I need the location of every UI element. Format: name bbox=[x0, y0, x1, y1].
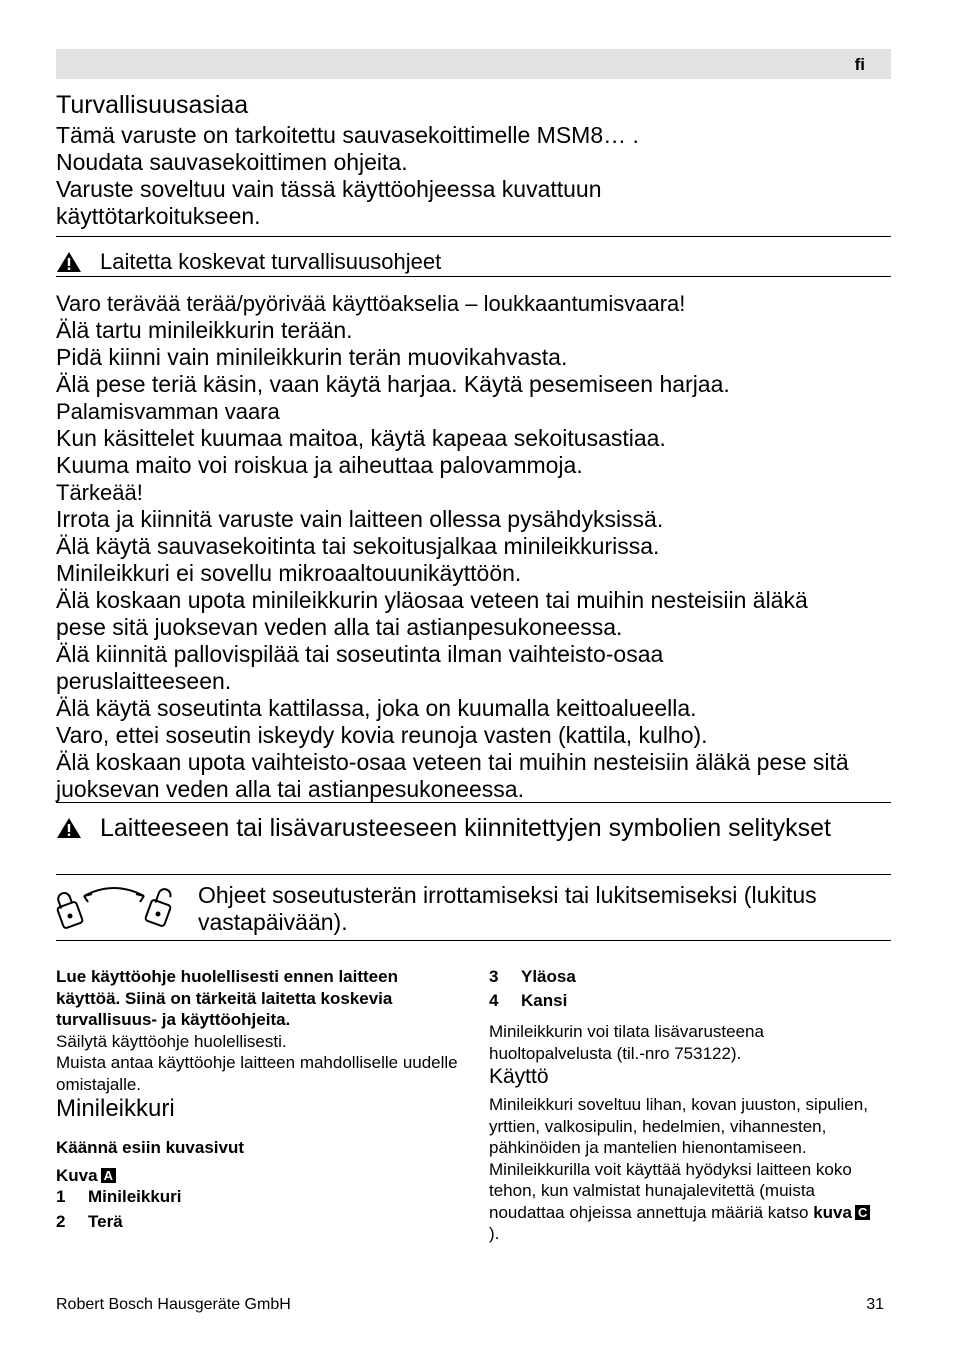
warning-title: Varo terävää terää/pyörivää käyttöakselia – loukkaantumisvaara! bbox=[56, 291, 686, 316]
pass-on-note: Muista antaa käyttöohje laitteen mahdolliselle uudelle omistajalle. bbox=[56, 1053, 458, 1094]
figure-badge: A bbox=[101, 1168, 116, 1183]
item-label: Terä bbox=[88, 1211, 123, 1231]
read-instructions-note: Lue käyttöohje huolellisesti ennen laitteen käyttöä. Siinä on tärkeitä laitetta koskevia turvallisuus- ja käyttöohjeita. bbox=[56, 967, 398, 1029]
section-title: Minileikkuri bbox=[56, 1095, 175, 1122]
item-label: Minileikkuri bbox=[88, 1187, 182, 1206]
header-bar bbox=[56, 49, 891, 79]
usage-end: ). bbox=[489, 1224, 500, 1243]
intro-line: Noudata sauvasekoittimen ohjeita. bbox=[56, 149, 408, 175]
item-number: 3 bbox=[489, 967, 499, 986]
language-code: fi bbox=[854, 55, 865, 74]
warning-line: Älä koskaan upota minileikkurin yläosaa veteen tai muihin nesteisiin äläkä pese sitä juoksevan veden alla tai astianpesukoneessa. bbox=[56, 587, 808, 640]
lock-symbol-description: Ohjeet soseutusterän irrottamiseksi tai lukitsemiseksi (lukitus vastapäivään). bbox=[198, 882, 817, 935]
warning-line: Älä pese teriä käsin, vaan käytä harjaa. Käytä pesemiseen harjaa. bbox=[56, 371, 730, 397]
figure-label bbox=[56, 1165, 460, 1187]
warning-line: Älä käytä soseutinta kattilassa, joka on kuumalla keittoalueella. bbox=[56, 695, 697, 721]
divider bbox=[56, 236, 891, 237]
divider bbox=[56, 874, 891, 875]
symbols-heading bbox=[56, 814, 886, 842]
page-title: Turvallisuusasiaa bbox=[56, 91, 249, 119]
item-label: Kansi bbox=[521, 990, 568, 1010]
item-label: Yläosa bbox=[521, 967, 576, 986]
safety-instructions bbox=[56, 290, 891, 803]
item-number: 1 bbox=[56, 1187, 66, 1206]
parts-list-item bbox=[56, 1186, 460, 1208]
footer-company: Robert Bosch Hausgeräte GmbH bbox=[56, 1296, 291, 1313]
usage-text bbox=[489, 1094, 879, 1245]
parts-list-item bbox=[489, 966, 879, 988]
divider bbox=[56, 802, 891, 803]
warning-line: Älä käytä sauvasekoitinta tai sekoitusjalkaa minileikkurissa. bbox=[56, 533, 660, 559]
lock-unlock-arrow-icon bbox=[56, 882, 174, 934]
divider bbox=[56, 276, 891, 277]
warning-title: Palamisvamman vaara bbox=[56, 399, 280, 424]
warning-title: Tärkeää! bbox=[56, 480, 143, 505]
intro-line: Varuste soveltuu vain tässä käyttöohjeessa kuvattuun käyttötarkoitukseen. bbox=[56, 176, 602, 229]
fold-out-note: Käännä esiin kuvasivut bbox=[56, 1138, 245, 1157]
divider bbox=[56, 940, 891, 941]
parts-list-item bbox=[56, 1211, 460, 1233]
keep-instructions-note: Säilytä käyttöohje huolellisesti. bbox=[56, 1031, 287, 1051]
warning-line: Varo, ettei soseutin iskeydy kovia reunoja vasten (kattila, kulho). bbox=[56, 722, 708, 748]
item-number: 4 bbox=[489, 990, 499, 1010]
warning-line: Älä tartu minileikkurin terään. bbox=[56, 317, 353, 343]
intro-line: Tämä varuste on tarkoitettu sauvasekoittimelle MSM8… . bbox=[56, 122, 639, 148]
parts-list-item bbox=[489, 990, 879, 1012]
lock-symbol-row bbox=[56, 882, 891, 936]
device-safety-title: Laitetta koskevat turvallisuusohjeet bbox=[100, 249, 442, 274]
usage-title: Käyttö bbox=[489, 1065, 549, 1088]
figure-label-text: Kuva bbox=[56, 1165, 98, 1185]
device-safety-heading bbox=[56, 248, 441, 276]
usage-ref-label: kuva bbox=[813, 1202, 852, 1222]
order-note: Minileikkurin voi tilata lisävarusteena huoltopalvelusta (til.-nro 753122). bbox=[489, 1022, 764, 1063]
item-number: 2 bbox=[56, 1211, 66, 1231]
right-column bbox=[489, 966, 879, 1245]
warning-line: Kun käsittelet kuumaa maitoa, käytä kapeaa sekoitusastiaa. bbox=[56, 425, 666, 451]
warning-line: Irrota ja kiinnitä varuste vain laitteen ollessa pysähdyksissä. bbox=[56, 506, 664, 532]
usage-body: Minileikkuri soveltuu lihan, kovan juuston, sipulien, yrttien, valkosipulin, hedelmien, vihannesten, pähkinöiden ja mantelien hienontamiseen. Minileikkurilla voit käyttää hyödyksi laitteen koko tehon, kun valmistat hunajalevitettä (muista noudattaa ohjeissa annettuja määriä katso bbox=[489, 1095, 868, 1222]
left-column bbox=[56, 966, 460, 1232]
usage-ref-badge: C bbox=[855, 1205, 870, 1220]
warning-line: Pidä kiinni vain minileikkurin terän muovikahvasta. bbox=[56, 344, 568, 370]
page-number: 31 bbox=[866, 1296, 884, 1313]
warning-line: Kuuma maito voi roiskua ja aiheuttaa palovammoja. bbox=[56, 452, 583, 478]
warning-triangle-icon bbox=[56, 250, 84, 276]
warning-line: Älä koskaan upota vaihteisto-osaa veteen tai muihin nesteisiin äläkä pese sitä juoksevan veden alla tai astianpesukoneessa. bbox=[56, 749, 849, 802]
warning-triangle-icon bbox=[56, 816, 84, 842]
warning-line: Minileikkuri ei sovellu mikroaaltouunikäyttöön. bbox=[56, 560, 522, 586]
intro-text bbox=[56, 122, 876, 230]
warning-line: Älä kiinnitä pallovispilää tai soseutinta ilman vaihteisto-osaa peruslaitteeseen. bbox=[56, 641, 664, 694]
symbols-title: Laitteeseen tai lisävarusteeseen kiinnitettyjen symbolien selitykset bbox=[100, 814, 831, 842]
